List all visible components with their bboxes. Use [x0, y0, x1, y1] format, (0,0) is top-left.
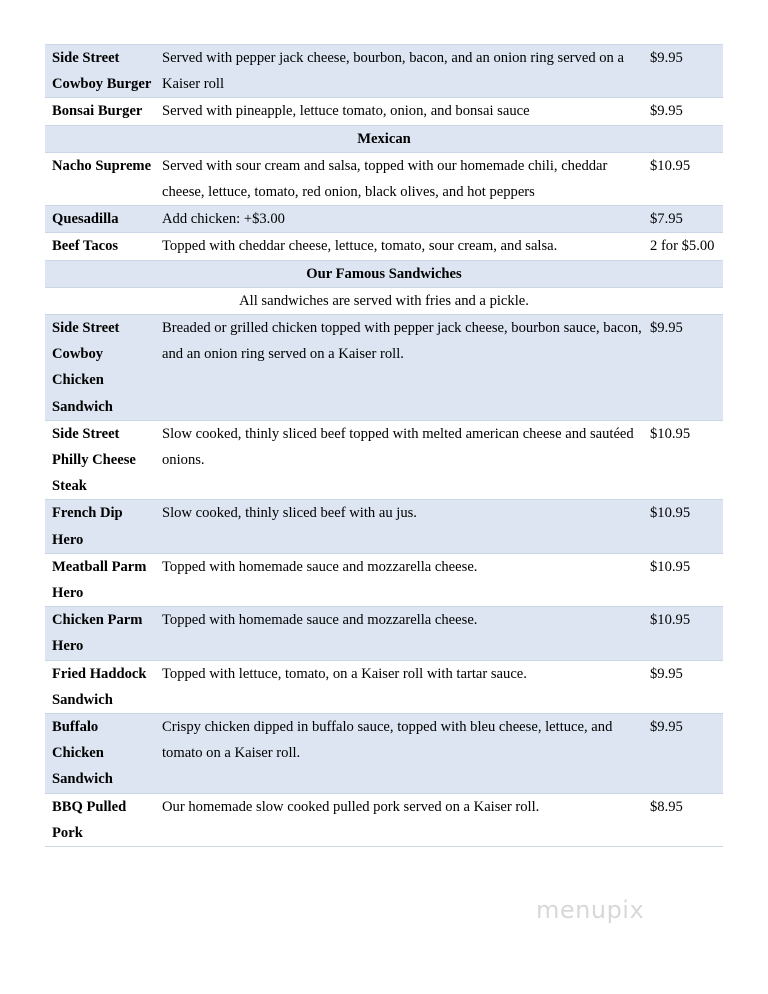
item-description: Topped with lettuce, tomato, on a Kaiser roll with tartar sauce.	[153, 660, 643, 713]
item-price: $7.95	[643, 206, 723, 233]
menu-item-row	[45, 152, 723, 205]
menu-table	[45, 44, 723, 847]
item-price: $10.95	[643, 420, 723, 500]
menu-item-row	[45, 500, 723, 553]
item-description: Served with sour cream and salsa, topped with our homemade chili, cheddar cheese, lettuce, tomato, red onion, black olives, and hot peppers	[153, 152, 643, 205]
menu-item-row	[45, 793, 723, 846]
item-price: $10.95	[643, 152, 723, 205]
item-price: $9.95	[643, 98, 723, 125]
item-name: Meatball Parm Hero	[45, 553, 153, 606]
item-price: $9.95	[643, 45, 723, 98]
item-name: Beef Tacos	[45, 233, 153, 260]
item-description: Our homemade slow cooked pulled pork served on a Kaiser roll.	[153, 793, 643, 846]
section-note: All sandwiches are served with fries and a pickle.	[45, 287, 723, 314]
item-name: Nacho Supreme	[45, 152, 153, 205]
item-description: Topped with homemade sauce and mozzarella cheese.	[153, 607, 643, 660]
watermark-logo: menupix	[536, 896, 645, 924]
item-price: $10.95	[643, 500, 723, 553]
item-name: Bonsai Burger	[45, 98, 153, 125]
section-title-mexican: Mexican	[45, 125, 723, 152]
item-name: Quesadilla	[45, 206, 153, 233]
item-description: Crispy chicken dipped in buffalo sauce, topped with bleu cheese, lettuce, and tomato on a Kaiser roll.	[153, 714, 643, 794]
item-price: 2 for $5.00	[643, 233, 723, 260]
item-description: Breaded or grilled chicken topped with pepper jack cheese, bourbon sauce, bacon, and an onion ring served on a Kaiser roll.	[153, 315, 643, 421]
item-name: Chicken Parm Hero	[45, 607, 153, 660]
item-price: $9.95	[643, 315, 723, 421]
item-name: Fried Haddock Sandwich	[45, 660, 153, 713]
menu-item-row	[45, 98, 723, 125]
item-name: Side Street Cowboy Burger	[45, 45, 153, 98]
menu-item-row	[45, 660, 723, 713]
item-description: Served with pepper jack cheese, bourbon, bacon, and an onion ring served on a Kaiser roll	[153, 45, 643, 98]
menu-item-row	[45, 607, 723, 660]
menu-item-row	[45, 315, 723, 421]
menu-item-row	[45, 206, 723, 233]
item-price: $8.95	[643, 793, 723, 846]
item-description: Slow cooked, thinly sliced beef topped with melted american cheese and sautéed onions.	[153, 420, 643, 500]
item-price: $10.95	[643, 607, 723, 660]
item-description: Topped with homemade sauce and mozzarella cheese.	[153, 553, 643, 606]
section-header-row	[45, 260, 723, 287]
menu-item-row	[45, 45, 723, 98]
menu-item-row	[45, 714, 723, 794]
item-price: $9.95	[643, 714, 723, 794]
menu-item-row	[45, 420, 723, 500]
item-description: Add chicken: +$3.00	[153, 206, 643, 233]
menu-item-row	[45, 553, 723, 606]
item-name: Side Street Cowboy Chicken Sandwich	[45, 315, 153, 421]
item-name: Side Street Philly Cheese Steak	[45, 420, 153, 500]
menu-item-row	[45, 233, 723, 260]
item-name: BBQ Pulled Pork	[45, 793, 153, 846]
item-description: Slow cooked, thinly sliced beef with au jus.	[153, 500, 643, 553]
section-header-row	[45, 125, 723, 152]
item-name: Buffalo Chicken Sandwich	[45, 714, 153, 794]
section-title-sandwiches: Our Famous Sandwiches	[45, 260, 723, 287]
section-note-row	[45, 287, 723, 314]
item-description: Topped with cheddar cheese, lettuce, tomato, sour cream, and salsa.	[153, 233, 643, 260]
item-description: Served with pineapple, lettuce tomato, onion, and bonsai sauce	[153, 98, 643, 125]
item-price: $9.95	[643, 660, 723, 713]
item-name: French Dip Hero	[45, 500, 153, 553]
item-price: $10.95	[643, 553, 723, 606]
